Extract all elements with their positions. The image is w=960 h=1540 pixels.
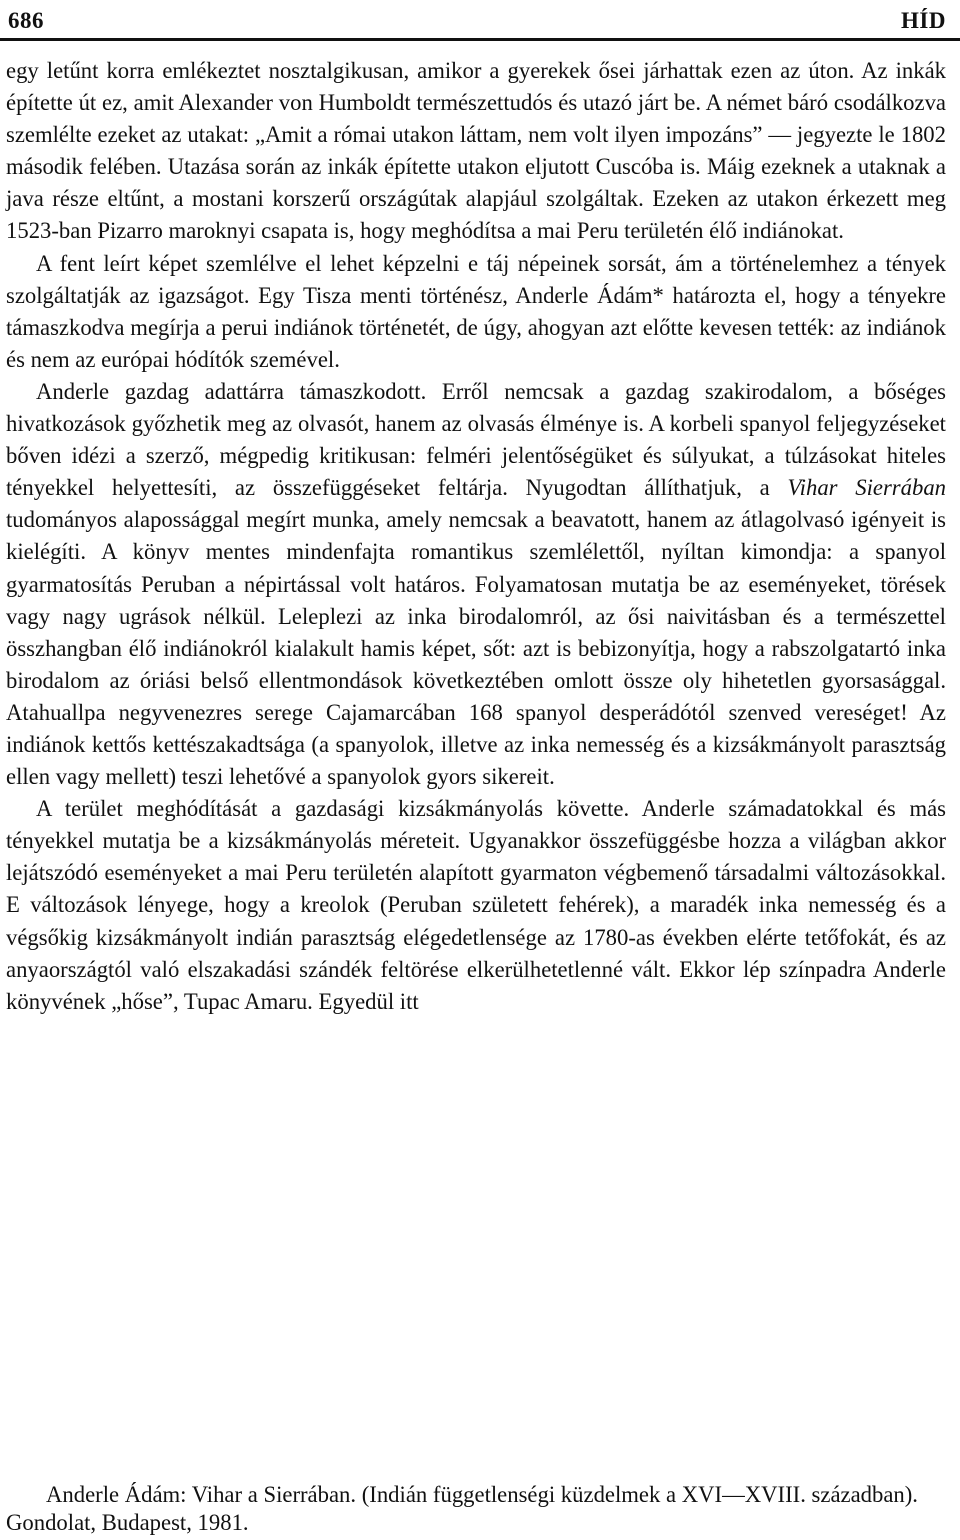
book-title: Vihar Sierrában — [787, 475, 947, 501]
paragraph-3-text-a: Anderle gazdag adattárra támaszkodott. Erről nemcsak a gazdag szakirodalom, a bőséges hivatkozások győzhetik meg az olvasót, hanem az olvasás élménye is. A korbeli spanyol feljegyzéseket bőven idézi a szerző, mégpedig kritikusan: felméri jelentőségüket és súlyukat, a túlzásokat hiteles tényekkel helyettesíti, az összefüggéseket feltárja. Nyugodtan állíthatjuk, a — [6, 378, 946, 501]
paragraph-1: egy letűnt korra emlékeztet nosztalgikusan, amikor a gyerekek ősei járhattak ezen az úton. Az inkák építette út ez, amit Alexander von Humboldt természettudós és utazó járt be. A német báró csodálkozva szemlélte ezeket az utakat: „Amit a római utakon láttam, nem volt ilyen impozáns” — jegyezte le 1802 második felében. Utazása során az inkák építette utakon eljutott Cuscóba is. Máig ezeknek a utaknak a java része eltűnt, a mostani korszerű országútak alapjául szolgáltak. Ezeken az utakon érkezett meg 1523-ban Pizarro maroknyi csapata is, hogy meghódítsa a mai Peru területén élő indiánokat. — [6, 58, 946, 244]
paragraph-2: A fent leírt képet szemlélve el lehet képzelni e táj népeinek sorsát, ám a történelemhez a tények szolgáltatják az igazságot. Egy Tisza menti történész, Anderle Ádám* határozta el, hogy a tényekre támaszkodva megírja a perui indiánok történetét, de úgy, ahogyan azt előtte kevesen tették: az indiánok és nem az európai hódítók szemével. — [6, 250, 946, 372]
running-header — [8, 4, 946, 34]
article-body — [6, 55, 946, 1018]
paragraph-3-text-b: tudományos alapossággal megírt munka, amely nemcsak a beavatott, hanem az átlagolvasó igényeit is kielégíti. A könyv mentes mindenfajta romantikus szemlélettől, nyíltan kimondja: a spanyol gyarmatosítás Peruban a népirtással volt határos. Folyamatosan mutatja be az eseményeket, törések vagy nagy ugrások nélkül. Leleplezi az inka birodalomról, az ősi naivitásban és a természettel összhangban élő indiánokról kialakult hamis képet, sőt: azt is bebizonyítja, hogy a rabszolgatartó inka birodalom az óriási belső ellentmondások következtében omlott össze oly hihetetlen gyorsasággal. Atahuallpa negyvenezres serege Cajamarcában 168 spanyol desperádótól szenved vereséget! Az indiánok kettős kettészakadtsága (a spanyolok, illetve az inka nemesség és a kizsákmányolt parasztság ellen vagy mellett) teszi lehetővé a spanyolok gyors sikereit. — [6, 507, 946, 790]
page-number: 686 — [8, 8, 44, 33]
paragraph-4: A terület meghódítását a gazdasági kizsákmányolás követte. Anderle számadatokkal és más tényekkel mutatja be a kizsákmányolás méreteit. Ugyanakkor összefüggésbe hozza a világban akkor lejátszódó eseményeket a mai Peru területén alapított gyarmaton végbemenő társadalmi változásokkal. E változások lényege, hogy a kreolok (Peruban született fehérek), a maradék inka nemesség és a végsőkig kizsákmányolt indián parasztság elégedetlensége az 1780-as években elérte tetőfokát, és az anyaországtól való elszakadási szándék feltörése elkerülhetetlenné vált. Ekkor lép színpadra Anderle könyvének „hőse”, Tupac Amaru. Egyedül itt — [6, 796, 946, 1014]
header-rule — [0, 38, 960, 41]
journal-title: HÍD — [901, 8, 946, 33]
footnote: Anderle Ádám: Vihar a Sierrában. (Indián függetlenségi küzdelmek a XVI—XVIII. században). Gondolat, Budapest, 1981. — [6, 1482, 918, 1535]
paragraph-3 — [6, 376, 946, 793]
